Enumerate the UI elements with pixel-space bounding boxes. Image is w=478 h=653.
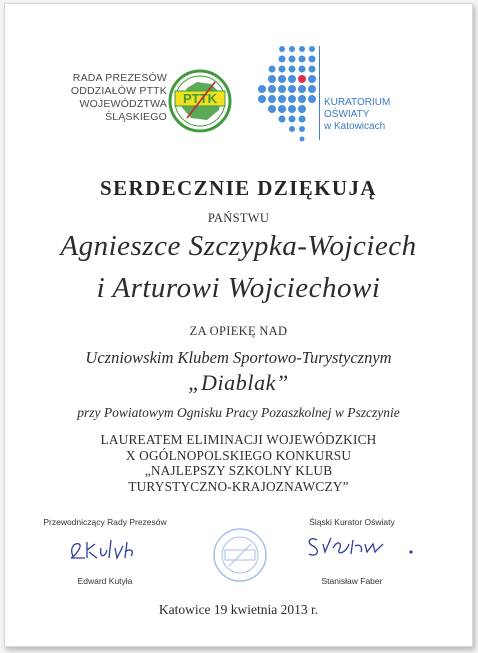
right-signature-label: Śląski Kurator Oświaty [309, 517, 395, 527]
kuratorium-divider [319, 46, 320, 140]
left-signature-name: Edward Kutyła [77, 576, 133, 586]
pttk-logo [167, 68, 233, 134]
left-signature-label: Przewodniczący Rady Prezesów [43, 517, 167, 527]
award-line: LAUREATEM ELIMINACJI WOJEWÓDZKICH [100, 432, 377, 447]
pttk-council-name [39, 72, 167, 124]
certificate-title: SERDECZNIE DZIĘKUJĄ [100, 176, 377, 200]
location-line: przy Powiatowym Ognisku Pracy Pozaszkolnej w Pszczynie [77, 405, 400, 420]
kuratorium-name [324, 97, 390, 133]
left-signature [65, 534, 145, 566]
pttk-line: RADA PREZESÓW [72, 72, 167, 84]
pttk-line: WOJEWÓDZTWA [79, 98, 167, 110]
club-name: „Diablak” [188, 370, 289, 395]
right-signature-name: Stanisław Faber [321, 576, 383, 586]
kuratorium-dots-logo [252, 44, 318, 144]
club-line: Uczniowskim Klubem Sportowo-Turystycznym [85, 348, 392, 367]
pttk-line: ODDZIAŁÓW PTTK [70, 85, 167, 97]
kuratorium-line: OŚWIATY [324, 109, 370, 120]
pttk-stamp [211, 526, 269, 584]
kuratorium-line: w Katowicach [324, 121, 386, 132]
certificate-sheet [4, 3, 473, 647]
salutation: PAŃSTWU [207, 211, 270, 225]
pttk-logo-text: PTTK [183, 91, 217, 106]
recipient-line-2: i Arturowi Wojciechowi [96, 272, 381, 304]
kuratorium-line: KURATORIUM [324, 97, 391, 108]
award-block [5, 432, 472, 494]
issue-date: Katowice 19 kwietnia 2013 r. [158, 602, 319, 617]
pttk-line: ŚLĄSKIEGO [105, 111, 167, 123]
award-line: X OGÓLNOPOLSKIEGO KONKURSU [125, 447, 352, 463]
right-signature [303, 530, 413, 564]
award-line: „NAJLEPSZY SZKOLNY KLUB [144, 463, 333, 478]
care-label: ZA OPIEKĘ NAD [189, 324, 288, 338]
award-line: TURYSTYCZNO-KRAJOZNAWCZY” [128, 478, 349, 494]
recipient-line-1: Agnieszce Szczypka-Wojciech [60, 230, 417, 262]
